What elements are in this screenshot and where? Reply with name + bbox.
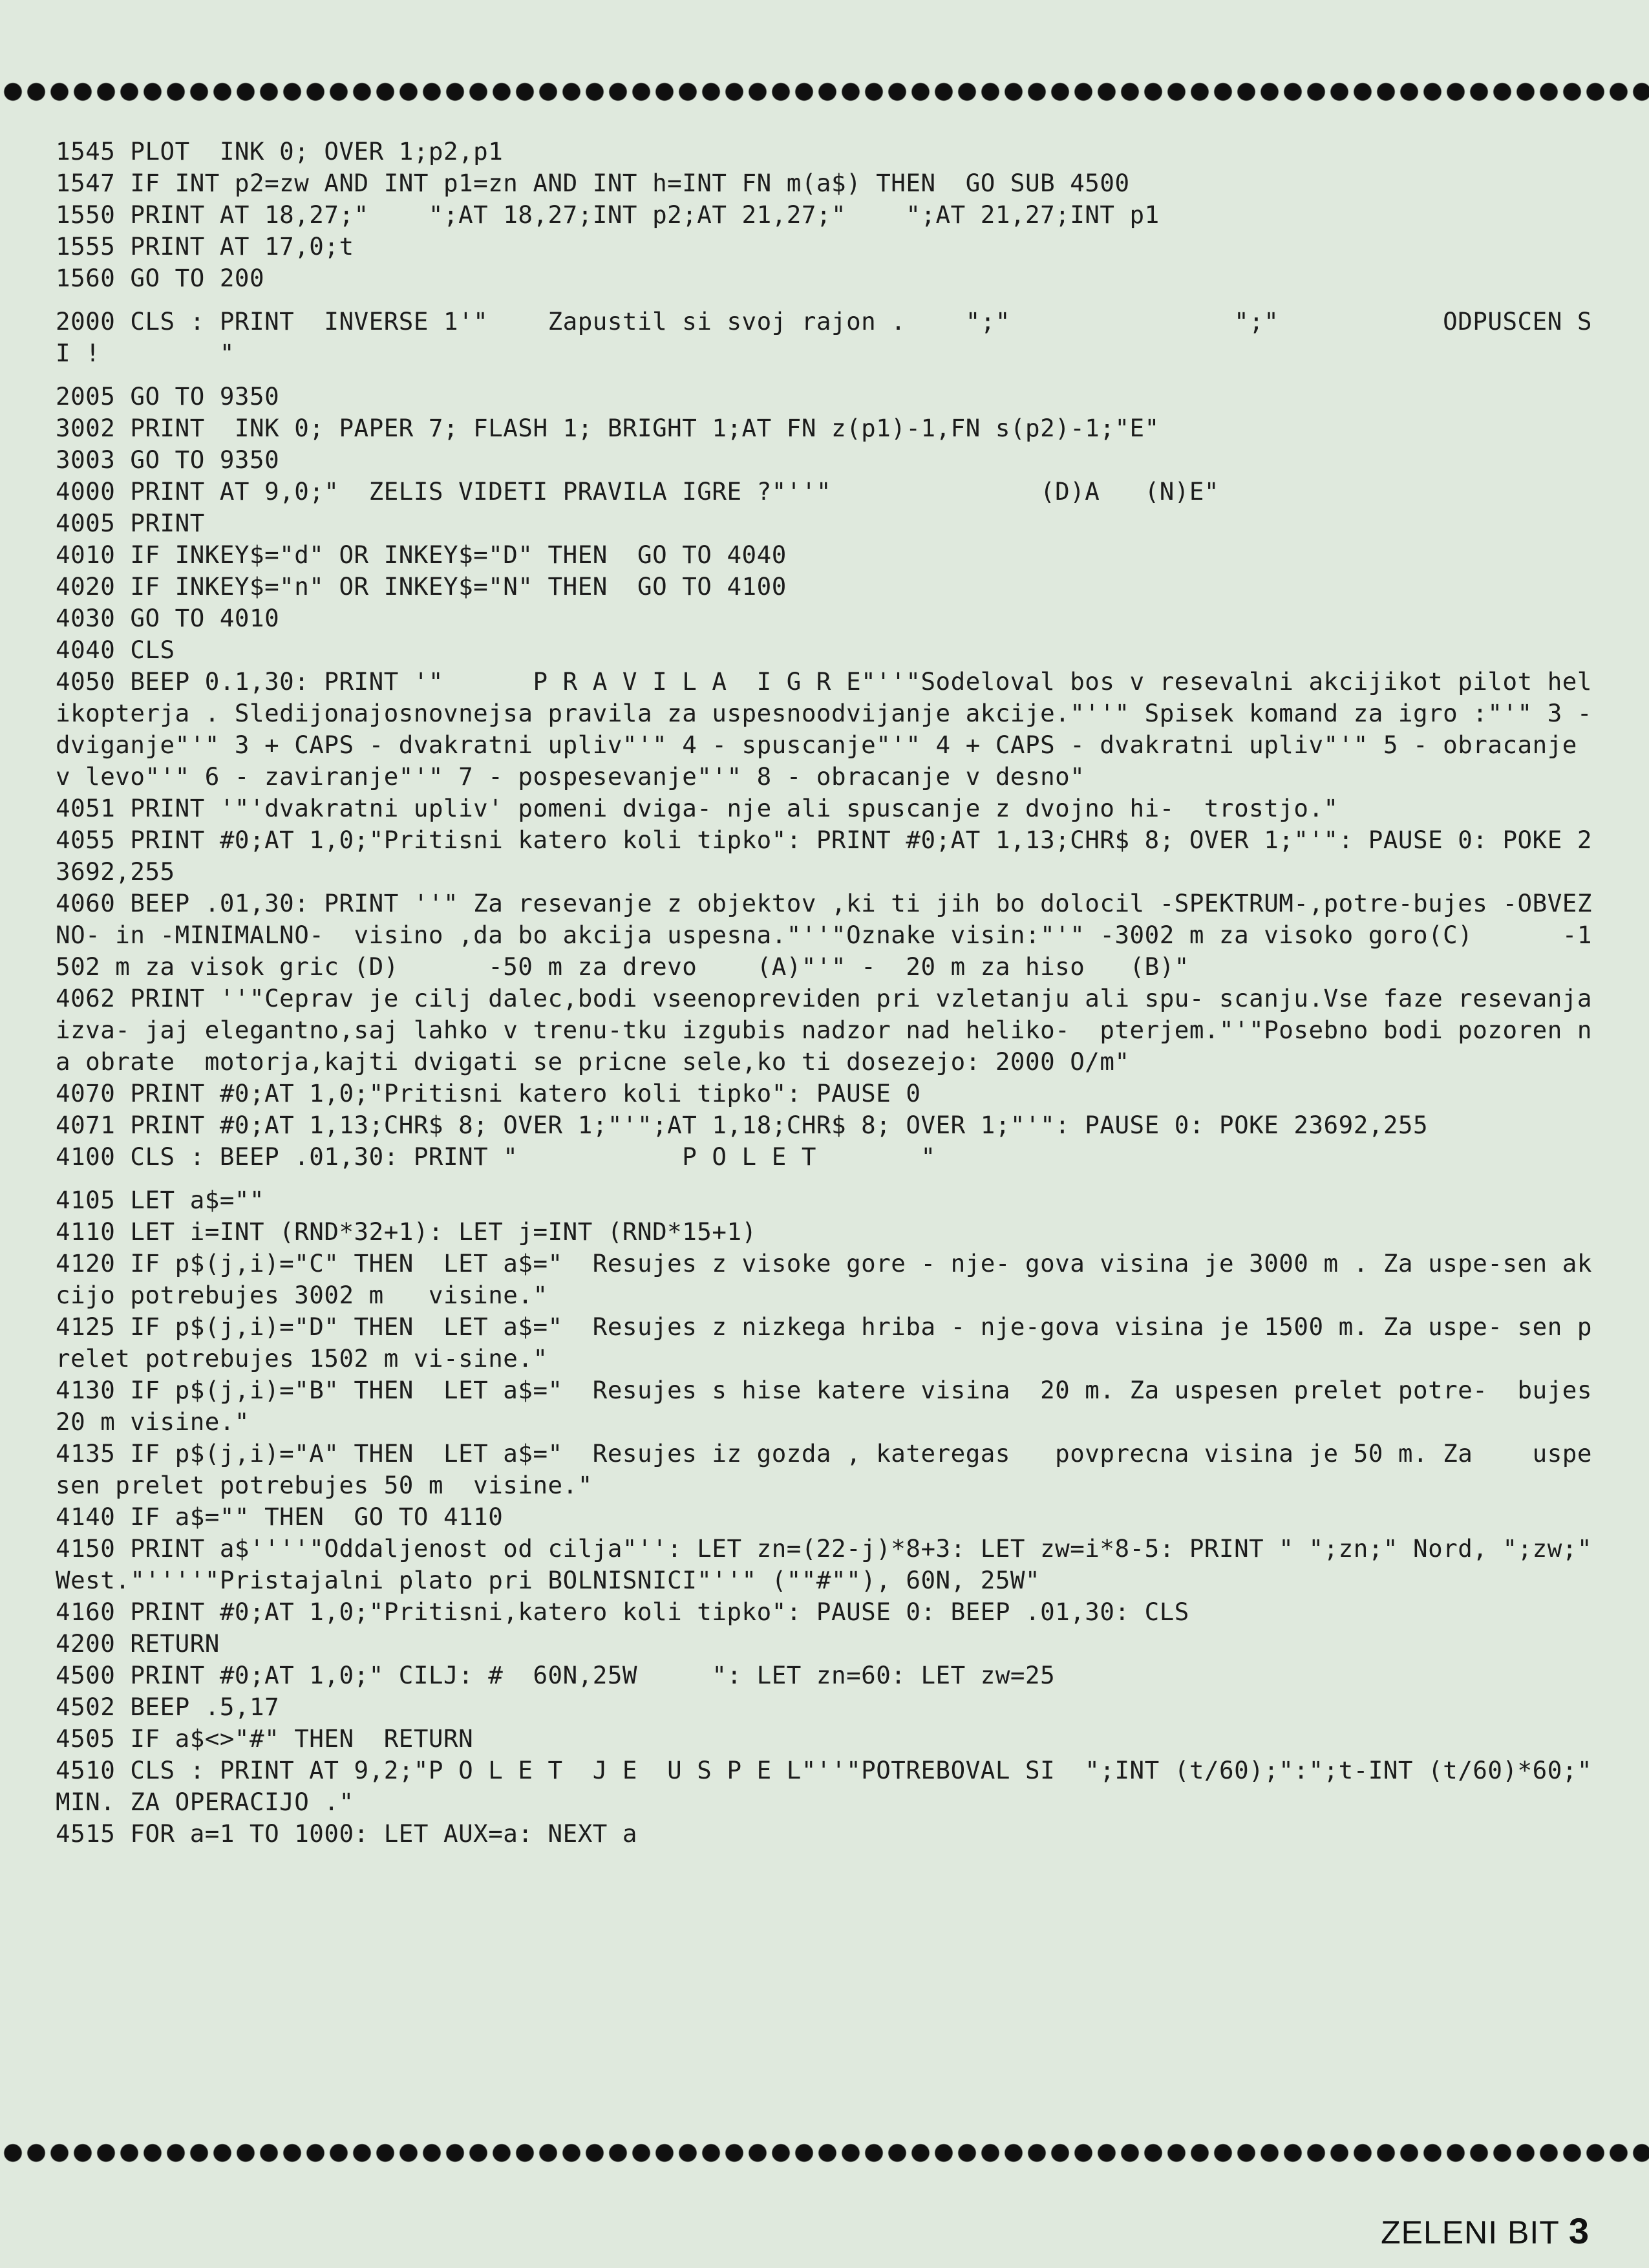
code-line: 4105 LET a$="": [56, 1186, 265, 1214]
code-line: 2000 CLS : PRINT INVERSE 1'" Zapustil si svoj rajon . ";" ";" ODPUSCEN SI ! ": [56, 307, 1592, 367]
code-line: 4070 PRINT #0;AT 1,0;"Pritisni katero koli tipko": PAUSE 0: [56, 1079, 921, 1107]
code-line: 4502 BEEP .5,17: [56, 1693, 280, 1721]
code-line: 3003 GO TO 9350: [56, 445, 280, 474]
code-line: 4110 LET i=INT (RND*32+1): LET j=INT (RND*15+1): [56, 1217, 757, 1246]
code-line: 4125 IF p$(j,i)="D" THEN LET a$=" Resujes z nizkega hriba - nje-gova visina je 1500 m. Za uspe- sen prelet potrebujes 1502 m vi-sine.": [56, 1312, 1592, 1373]
page-footer: [1381, 2210, 1590, 2252]
page-number: 3: [1568, 2210, 1590, 2251]
code-line: 1555 PRINT AT 17,0;t: [56, 232, 354, 261]
code-line: 4515 FOR a=1 TO 1000: LET AUX=a: NEXT a: [56, 1819, 637, 1848]
code-line: 1560 GO TO 200: [56, 264, 265, 292]
code-line: 4160 PRINT #0;AT 1,0;"Pritisni,katero koli tipko": PAUSE 0: BEEP .01,30: CLS: [56, 1598, 1189, 1626]
code-line: 4055 PRINT #0;AT 1,0;"Pritisni katero koli tipko": PRINT #0;AT 1,13;CHR$ 8; OVER 1;"'": PAUSE 0: POKE 23692,255: [56, 826, 1592, 886]
code-line: 4030 GO TO 4010: [56, 604, 280, 632]
code-line: 4050 BEEP 0.1,30: PRINT '" P R A V I L A I G R E"''"Sodeloval bos v resevalni akcijikot pilot helikopterja . Sledijonajosnovnejsa pravila za uspesnoodvijanje akcije."''" Spisek komand za igro :"'" 3 - dviganje"'" 3 + CAPS - dvakratni upliv"'" 4 - spuscanje"'" 4 + CAPS - dvakratni upliv"'" 5 - obracanje v levo"'" 6 - zaviranje"'" 7 - pospesevanje"'" 8 - obracanje v desno": [56, 667, 1607, 791]
code-line: 4135 IF p$(j,i)="A" THEN LET a$=" Resujes iz gozda , kateregas povprecna visina je 50 m. Za uspesen prelet potrebujes 50 m visine.": [56, 1439, 1592, 1499]
code-line: 4510 CLS : PRINT AT 9,2;"P O L E T J E U S P E L"''"POTREBOVAL SI ";INT (t/60);":";t-INT (t/60)*60;" MIN. ZA OPERACIJO .": [56, 1756, 1607, 1816]
listing-gap: [56, 294, 1594, 306]
basic-program-listing: [56, 136, 1607, 1850]
listing-gap: [56, 1173, 1594, 1184]
code-line: 1550 PRINT AT 18,27;" ";AT 18,27;INT p2;AT 21,27;" ";AT 21,27;INT p1: [56, 200, 1160, 229]
code-line: 4005 PRINT: [56, 509, 205, 537]
code-line: 1547 IF INT p2=zw AND INT p1=zn AND INT h=INT FN m(a$) THEN GO SUB 4500: [56, 169, 1130, 197]
code-line: 4150 PRINT a$''''"Oddaljenost od cilja"'': LET zn=(22-j)*8+3: LET zw=i*8-5: PRINT " ";zn;" Nord, ";zw;" West."''''"Pristajalni plato pri BOLNISNICI"''" (""#""), 60N, 25W": [56, 1534, 1607, 1594]
code-line: 3002 PRINT INK 0; PAPER 7; FLASH 1; BRIGHT 1;AT FN z(p1)-1,FN s(p2)-1;"E": [56, 414, 1160, 442]
listing-gap: [56, 369, 1594, 381]
code-line: 4071 PRINT #0;AT 1,13;CHR$ 8; OVER 1;"'";AT 1,18;CHR$ 8; OVER 1;"'": PAUSE 0: POKE 23692,255: [56, 1111, 1429, 1139]
code-line: 4000 PRINT AT 9,0;" ZELIS VIDETI PRAVILA IGRE ?"''" (D)A (N)E": [56, 477, 1219, 506]
code-line: 4140 IF a$="" THEN GO TO 4110: [56, 1503, 504, 1531]
code-line: 4051 PRINT '"'dvakratni upliv' pomeni dviga- nje ali spuscanje z dvojno hi- trostjo.": [56, 794, 1339, 822]
dotted-rule-bottom: [0, 2140, 1649, 2166]
code-line: 1545 PLOT INK 0; OVER 1;p2,p1: [56, 137, 504, 166]
code-line: 4120 IF p$(j,i)="C" THEN LET a$=" Resujes z visoke gore - nje- gova visina je 3000 m . Za uspe-sen akcijo potrebujes 3002 m visine.": [56, 1249, 1592, 1309]
code-line: 4010 IF INKEY$="d" OR INKEY$="D" THEN GO TO 4040: [56, 540, 787, 569]
code-line: 4130 IF p$(j,i)="B" THEN LET a$=" Resujes s hise katere visina 20 m. Za uspesen prelet potre- bujes 20 m visine.": [56, 1376, 1607, 1436]
code-line: 4060 BEEP .01,30: PRINT ''" Za resevanje z objektov ,ki ti jih bo dolocil -SPEKTRUM-,potre-bujes -OBVEZNO- in -MINIMALNO- visino ,da bo akcija uspesna."''"Oznake visin:"'" -3002 m za visoko goro(C) -1502 m za visok gric (D) -50 m za drevo (A)"'" - 20 m za hiso (B)": [56, 889, 1592, 981]
code-line: 4500 PRINT #0;AT 1,0;" CILJ: # 60N,25W ": LET zn=60: LET zw=25: [56, 1661, 1056, 1689]
code-line: 4062 PRINT ''"Ceprav je cilj dalec,bodi vseenopreviden pri vzletanju ali spu- scanju.Vse faze resevanja izva- jaj elegantno,saj lahko v trenu-tku izgubis nadzor nad heliko- pterjem."'"Posebno bodi pozoren na obrate motorja,kajti dvigati se pricne sele,ko ti dosezejo: 2000 O/m": [56, 984, 1607, 1076]
magazine-name: ZELENI BIT: [1381, 2214, 1560, 2251]
dotted-rule-top: [0, 79, 1649, 105]
code-line: 4040 CLS: [56, 636, 175, 664]
code-line: 4200 RETURN: [56, 1629, 220, 1658]
code-line: 2005 GO TO 9350: [56, 382, 280, 411]
code-line: 4505 IF a$<>"#" THEN RETURN: [56, 1724, 474, 1753]
code-line: 4100 CLS : BEEP .01,30: PRINT " P O L E T ": [56, 1142, 936, 1171]
code-line: 4020 IF INKEY$="n" OR INKEY$="N" THEN GO TO 4100: [56, 572, 787, 601]
